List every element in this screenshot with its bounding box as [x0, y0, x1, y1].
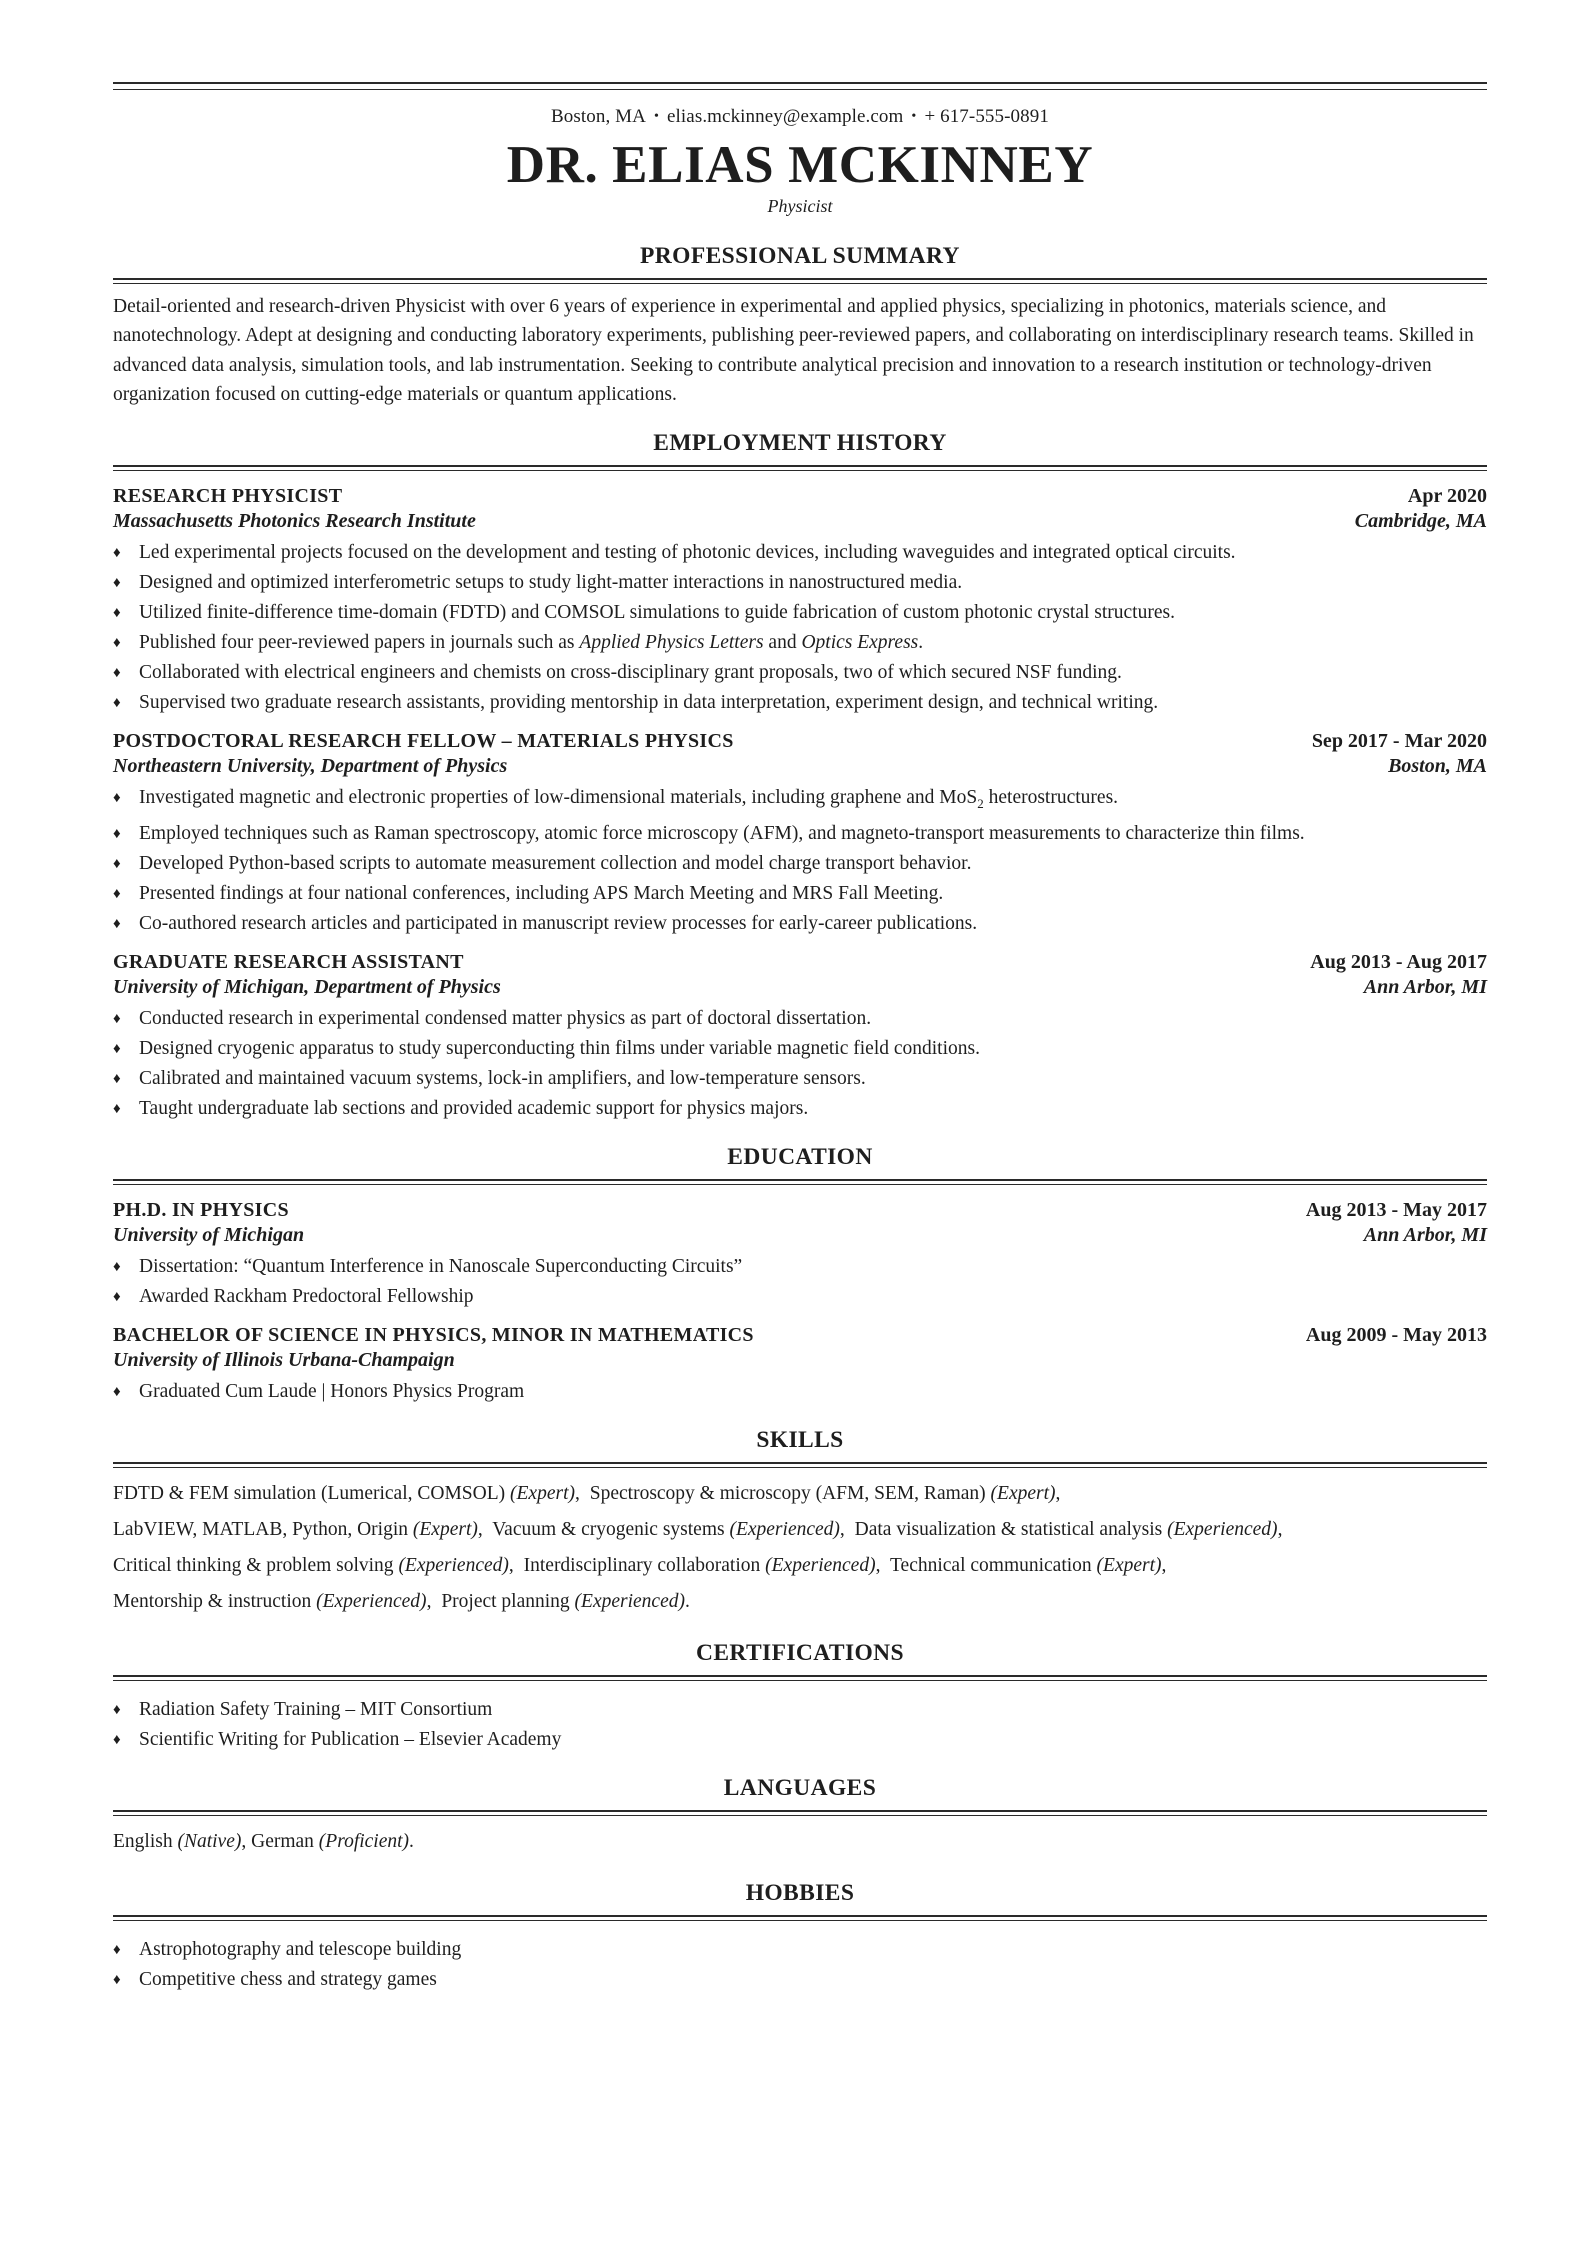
degree-date: Aug 2013 - May 2017: [1305, 1198, 1487, 1221]
list-item: ♦ Designed and optimized interferometric setups to study light-matter interactions in nanostructured media.: [113, 568, 1487, 598]
section-title-skills: SKILLS: [756, 1426, 844, 1453]
list-item: ♦ Scientific Writing for Publication – Elsevier Academy: [113, 1725, 1487, 1755]
skill-item: Project planning (Experienced).: [441, 1590, 690, 1612]
job-organization: University of Michigan, Department of Physics: [113, 975, 501, 998]
job-title: POSTDOCTORAL RESEARCH FELLOW – MATERIALS PHYSICS: [113, 729, 734, 752]
school-name: University of Illinois Urbana-Champaign: [113, 1348, 455, 1371]
skill-item: Interdisciplinary collaboration (Experienced),: [523, 1554, 881, 1576]
section-title-languages: LANGUAGES: [723, 1774, 877, 1801]
bullet-icon: ♦: [113, 1731, 121, 1748]
list-item: ♦ Supervised two graduate research assistants, providing mentorship in data interpretation, experiment design, and technical writing.: [113, 688, 1487, 718]
summary-text: Detail-oriented and research-driven Physicist with over 6 years of experience in experimental and applied physics, specializing in photonics, materials science, and nanotechnology. Adept at designing and conducting laboratory experiments, publishing peer-reviewed papers, and collaborating on interdisciplinary research teams. Skilled in advanced data analysis, simulation tools, and lab instrumentation. Seeking to contribute analytical precision and innovation to a research institution or technology-driven organization focused on cutting-edge materials or quantum applications.: [113, 295, 1474, 406]
section-rule: [113, 1675, 1487, 1681]
job-date: Aug 2013 - Aug 2017: [1310, 950, 1487, 973]
list-item: ♦ Co-authored research articles and participated in manuscript review processes for early-career publications.: [113, 909, 1487, 939]
job-title: RESEARCH PHYSICIST: [113, 484, 343, 507]
section-title-hobbies: HOBBIES: [745, 1879, 855, 1906]
skill-item: Vacuum & cryogenic systems (Experienced),: [492, 1518, 845, 1540]
list-item: ♦ Radiation Safety Training – MIT Consortium: [113, 1695, 1487, 1725]
bullet-icon: ♦: [113, 1070, 121, 1087]
list-item: ♦ Awarded Rackham Predoctoral Fellowship: [113, 1282, 1487, 1312]
job-location: Boston, MA: [1388, 754, 1487, 777]
list-item: ♦ Presented findings at four national conferences, including APS March Meeting and MRS Fall Meeting.: [113, 879, 1487, 909]
job-location: Cambridge, MA: [1354, 509, 1487, 532]
candidate-name: DR. ELIAS MCKINNEY: [506, 136, 1094, 194]
degree-date: Aug 2009 - May 2013: [1305, 1323, 1487, 1346]
contact-separator: •: [653, 109, 659, 124]
journal-name: Applied Physics Letters: [579, 631, 764, 653]
skill-item: Data visualization & statistical analysis (Experienced),: [854, 1518, 1283, 1540]
job-date: Sep 2017 - Mar 2020: [1311, 729, 1487, 752]
bullet-icon: ♦: [113, 1701, 121, 1718]
section-title-education: EDUCATION: [727, 1143, 873, 1170]
candidate-role: Physicist: [767, 195, 833, 216]
list-item: ♦ Led experimental projects focused on the development and testing of photonic devices, including waveguides and integrated optical circuits.: [113, 538, 1487, 568]
list-item: ♦ Designed cryogenic apparatus to study superconducting thin films under variable magnetic field conditions.: [113, 1034, 1487, 1064]
bullet-icon: ♦: [113, 885, 121, 902]
job-location: Ann Arbor, MI: [1363, 975, 1487, 998]
section-title-summary: PROFESSIONAL SUMMARY: [640, 242, 960, 269]
job-entry: [113, 728, 1487, 939]
bullet-icon: ♦: [113, 634, 121, 651]
bullet-icon: ♦: [113, 1258, 121, 1275]
contact-line: [113, 106, 1487, 128]
education-entry: [113, 1197, 1487, 1312]
bullet-icon: ♦: [113, 1040, 121, 1057]
degree-title: BACHELOR OF SCIENCE IN PHYSICS, MINOR IN MATHEMATICS: [113, 1323, 754, 1346]
list-item: ♦ Published four peer-reviewed papers in journals such as Applied Physics Letters and Optics Express.: [113, 628, 1487, 658]
job-date: Apr 2020: [1407, 484, 1487, 507]
bullet-icon: ♦: [113, 1288, 121, 1305]
job-organization: Massachusetts Photonics Research Institute: [113, 509, 476, 532]
contact-phone: + 617-555-0891: [924, 106, 1049, 127]
degree-title: PH.D. IN PHYSICS: [113, 1198, 289, 1221]
resume-page: [113, 82, 1487, 1995]
list-item: ♦ Collaborated with electrical engineers and chemists on cross-disciplinary grant proposals, two of which secured NSF funding.: [113, 658, 1487, 688]
list-item: ♦ Calibrated and maintained vacuum systems, lock-in amplifiers, and low-temperature sensors.: [113, 1064, 1487, 1094]
bullet-icon: ♦: [113, 1971, 121, 1988]
section-title-employment: EMPLOYMENT HISTORY: [653, 429, 947, 456]
bullet-icon: ♦: [113, 694, 121, 711]
list-item: ♦ Graduated Cum Laude | Honors Physics Program: [113, 1377, 1487, 1407]
bullet-icon: ♦: [113, 664, 121, 681]
bullet-icon: ♦: [113, 825, 121, 842]
language-item: English (Native),: [113, 1830, 247, 1852]
list-item: ♦ Investigated magnetic and electronic properties of low-dimensional materials, including graphene and MoS$_2$ heterostructures.: [113, 783, 1487, 819]
section-rule: [113, 1179, 1487, 1185]
skill-item: Mentorship & instruction (Experienced),: [113, 1590, 432, 1612]
section-rule: [113, 278, 1487, 284]
list-item: ♦ Conducted research in experimental condensed matter physics as part of doctoral dissertation.: [113, 1004, 1487, 1034]
journal-name: Optics Express: [801, 631, 919, 653]
bullet-icon: ♦: [113, 544, 121, 561]
skill-item: FDTD & FEM simulation (Lumerical, COMSOL) (Expert),: [113, 1482, 580, 1504]
bullet-icon: ♦: [113, 1941, 121, 1958]
bullet-icon: ♦: [113, 1383, 121, 1400]
bullet-icon: ♦: [113, 915, 121, 932]
contact-separator: •: [911, 109, 917, 124]
job-organization: Northeastern University, Department of Physics: [113, 754, 508, 777]
skill-item: Critical thinking & problem solving (Experienced),: [113, 1554, 514, 1576]
section-title-certifications: CERTIFICATIONS: [695, 1639, 905, 1666]
bullet-icon: ♦: [113, 855, 121, 872]
job-entry: [113, 483, 1487, 718]
language-item: German (Proficient).: [251, 1830, 414, 1852]
skill-item: LabVIEW, MATLAB, Python, Origin (Expert),: [113, 1518, 483, 1540]
section-rule: [113, 1810, 1487, 1816]
list-item: ♦ Utilized finite-difference time-domain (FDTD) and COMSOL simulations to guide fabrication of custom photonic crystal structures.: [113, 598, 1487, 628]
list-item: ♦ Taught undergraduate lab sections and provided academic support for physics majors.: [113, 1094, 1487, 1124]
list-item: ♦ Developed Python-based scripts to automate measurement collection and model charge transport behavior.: [113, 849, 1487, 879]
section-rule: [113, 465, 1487, 471]
skill-item: Technical communication (Expert),: [889, 1554, 1167, 1576]
bullet-icon: ♦: [113, 789, 121, 806]
list-item: ♦ Astrophotography and telescope building: [113, 1935, 1487, 1965]
bullet-icon: ♦: [113, 1010, 121, 1027]
list-item: ♦ Competitive chess and strategy games: [113, 1965, 1487, 1995]
school-name: University of Michigan: [113, 1223, 305, 1246]
header-top-rule: [113, 82, 1487, 90]
section-rule: [113, 1915, 1487, 1921]
bullet-icon: ♦: [113, 1100, 121, 1117]
bullet-icon: ♦: [113, 574, 121, 591]
languages-list: [113, 1824, 1487, 1860]
list-item: ♦ Employed techniques such as Raman spectroscopy, atomic force microscopy (AFM), and magneto-transport measurements to characterize thin films.: [113, 819, 1487, 849]
bullet-icon: ♦: [113, 604, 121, 621]
list-item: ♦ Dissertation: “Quantum Interference in Nanoscale Superconducting Circuits”: [113, 1252, 1487, 1282]
education-entry: [113, 1322, 1487, 1407]
contact-location: Boston, MA: [551, 106, 646, 127]
school-location: Ann Arbor, MI: [1363, 1223, 1487, 1246]
section-rule: [113, 1462, 1487, 1468]
job-title: GRADUATE RESEARCH ASSISTANT: [113, 950, 464, 973]
skills-list: [113, 1476, 1487, 1620]
skill-item: Spectroscopy & microscopy (AFM, SEM, Raman) (Expert),: [589, 1482, 1061, 1504]
contact-email: elias.mckinney@example.com: [667, 106, 904, 127]
job-entry: [113, 949, 1487, 1124]
